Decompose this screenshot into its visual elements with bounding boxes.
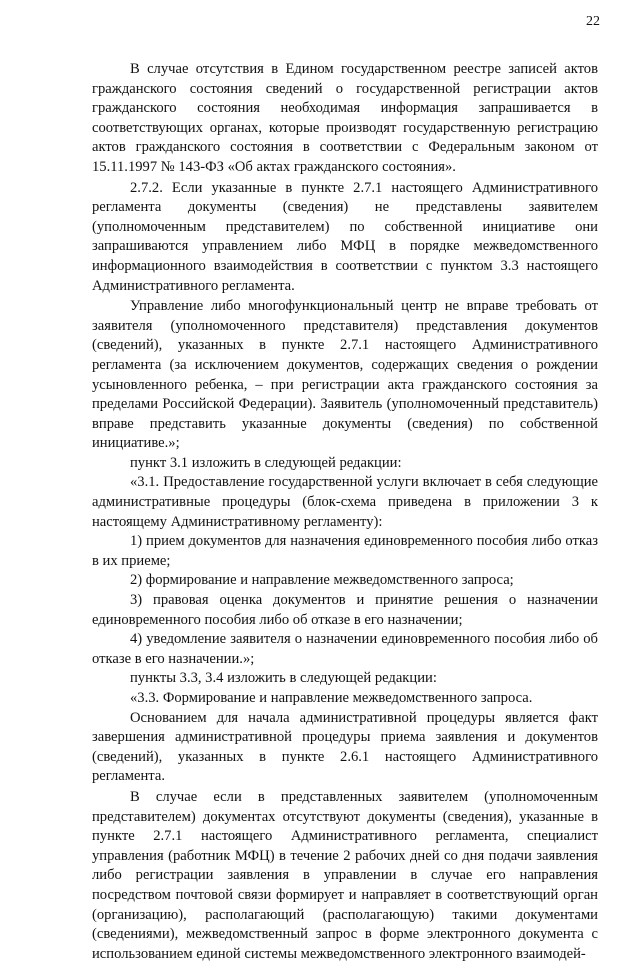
list-item-2: 2) формирование и направление межведомственного запроса; [130, 572, 514, 589]
list-item-1: 1) прием документов для назначения единовременного пособия либо отказ в их приеме; [92, 533, 598, 569]
paragraph-interagency-request: В случае если в представленных заявителем (уполномоченным представителем) документах отсутствуют документы (сведения), указанные в пункте 2.7.1 настоящего Административного регламента, специалист управления (работник МФЦ) в течение 2 рабочих дней со дня подачи заявления либо регистрации заявления в управлении в случае его направления посредством почтовой связи формирует и направляет в соответствующий орган (организацию), располагающий (располагающую) такими документами (сведениями), межведомственный запрос в форме электронного документа с использованием единой системы межведомственного электронного взаимодей- [92, 788, 598, 962]
paragraph-no-demand: Управление либо многофункциональный центр не вправе требовать от заявителя (уполномоченного представителя) представления документов (сведений), указанных в пункте 2.7.1 настоящего Административного регламента (за исключением документов, содержащих сведения о рождении усыновленного ребенка, – при регистрации акта гражданского состояния за пределами Российской Федерации). Заявитель (уполномоченный представитель) вправе представить указанные документы (сведения) по собственной инициативе.»; [92, 298, 598, 452]
paragraph-amend-3-1: пункт 3.1 изложить в следующей редакции: [130, 454, 402, 471]
document-body [92, 60, 598, 964]
paragraph-amend-3-3: пункты 3.3, 3.4 изложить в следующей редакции: [130, 670, 437, 687]
page-number: 22 [586, 14, 600, 29]
paragraph-civil-registry: В случае отсутствия в Едином государственном реестре записей актов гражданского состояния сведений о государственной регистрации актов гражданского состояния необходимая информация запрашивается в соответствующих органах, которые производят государственную регистрацию актов гражданского состояния в соответствии с Федеральным законом от 15.11.1997 № 143-ФЗ «Об актах гражданского состояния». [92, 61, 598, 175]
paragraph-3-1: «3.1. Предоставление государственной услуги включает в себя следующие административные процедуры (блок-схема приведена в приложении 3 к настоящему Административному регламенту): [92, 474, 598, 530]
paragraph-basis: Основанием для начала административной процедуры является факт завершения административной процедуры приема заявления и документов (сведений), указанных в пункте 2.6.1 настоящего Административного регламента. [92, 709, 598, 785]
list-item-4: 4) уведомление заявителя о назначении единовременного пособия либо об отказе в его назначении.»; [92, 631, 598, 667]
paragraph-2-7-2: 2.7.2. Если указанные в пункте 2.7.1 настоящего Административного регламента документы (сведения) не представлены заявителем (уполномоченным представителем) по собственной инициативе они запрашиваются управлением либо МФЦ в порядке межведомственного информационного взаимодействия в соответствии с пунктом 3.3 настоящего Административного регламента. [92, 179, 598, 294]
list-item-3: 3) правовая оценка документов и принятие решения о назначении единовременного пособия либо об отказе в его назначении; [92, 592, 598, 628]
paragraph-3-3-heading: «3.3. Формирование и направление межведомственного запроса. [130, 690, 533, 706]
